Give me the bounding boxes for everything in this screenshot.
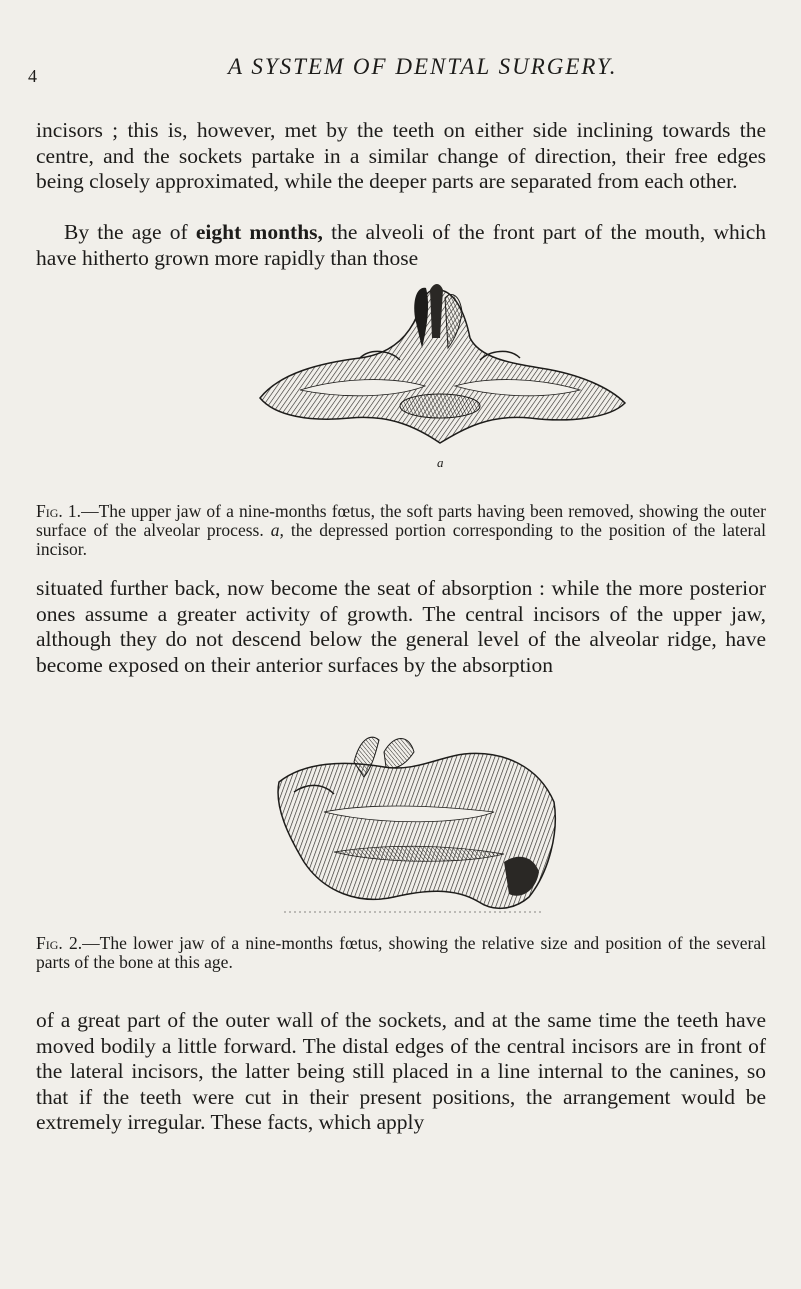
running-title: A SYSTEM OF DENTAL SURGERY. (228, 54, 618, 79)
figure-1-upper-jaw (240, 278, 640, 470)
paragraph-incisors: incisors ; this is, however, met by the teeth on either side inclining towards the centre, and the sockets partake in a similar change of direction, their free edges being closely approximated, while the deeper parts are separated from each other. (36, 118, 766, 193)
figure-letter-a: a (437, 455, 444, 470)
caption-text: —The lower jaw of a nine-months fœtus, showing the relative size and position of the several parts of the bone at this age. (36, 933, 766, 972)
page-number: 4 (28, 66, 37, 86)
emphasized-phrase: eight months, (195, 220, 323, 244)
figure-2-lower-jaw (264, 712, 564, 922)
caption-letter: a, (270, 520, 284, 540)
caption-text: the depressed portion corresponding to the position of the lateral incisor. (36, 520, 767, 559)
text-segment: the alveoli of the front part of the mouth, which have hitherto grown more rapidly than those (36, 220, 766, 270)
page-header (28, 54, 768, 84)
figure-2-caption (36, 934, 766, 972)
text-segment: By the age of (64, 220, 196, 244)
figure-label: Fig. 1. (36, 501, 82, 521)
paragraph-outer-wall: of a great part of the outer wall of the sockets, and at the same time the teeth have moved bodily a little forward. The distal edges of the central incisors are in front of the lateral incisors, the latter being still placed in a line internal to the canines, so that if the teeth were cut in their present positions, the arrangement would be extremely irregular. These facts, which apply (36, 1008, 766, 1134)
figure-1-caption (36, 502, 766, 559)
caption-text: —The upper jaw of a nine-months fœtus, the soft parts having been removed, showing the outer surface of the alveolar process. (36, 501, 766, 540)
upper-jaw-engraving (240, 278, 640, 458)
paragraph-eight-months (36, 220, 766, 271)
lower-jaw-engraving (264, 712, 564, 922)
figure-label: Fig. 2. (36, 933, 83, 953)
paragraph-absorption: situated further back, now become the seat of absorption : while the more posterior ones assume a greater activity of growth. The central incisors of the upper jaw, although they do not descend below the general level of the alveolar ridge, have become exposed on their anterior surfaces by the absorption (36, 576, 766, 677)
